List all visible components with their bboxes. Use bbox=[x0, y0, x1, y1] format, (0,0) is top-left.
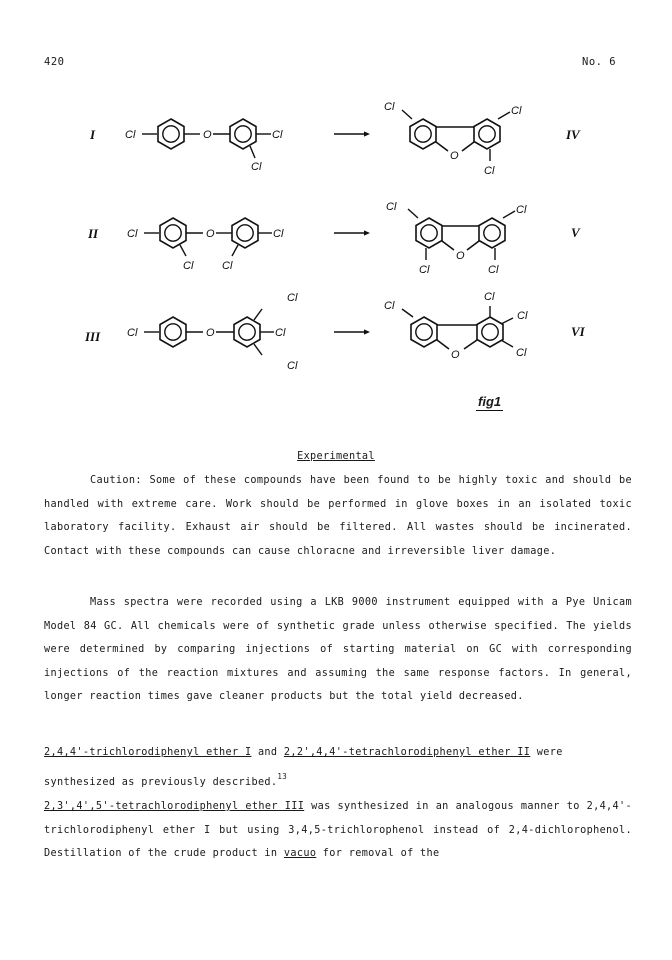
cl-atom: Cl bbox=[275, 327, 286, 339]
cl-atom: Cl bbox=[222, 260, 233, 272]
mass-spectra-paragraph: Mass spectra were recorded using a LKB 9000 instrument equipped with a Pye Unicam Model 84 GC. All chemicals were of synthetic grade unless otherwise specified. The yields were determined by comparing injections of starting material on GC with corresponding injections of the reaction mixtures and assuming the same response factors. In general, longer reaction times gave cleaner products but the total yield decreased. bbox=[44, 597, 632, 703]
scheme-row-2 bbox=[87, 201, 581, 276]
cl-atom: Cl bbox=[384, 101, 395, 113]
issue-number: No. 6 bbox=[582, 56, 617, 68]
compound-label-III: III bbox=[85, 329, 101, 344]
cl-atom: Cl bbox=[125, 129, 136, 141]
scheme-row-3 bbox=[84, 291, 586, 372]
synthesis-paragraph-2: 2,3',4',5'-tetrachlorodiphenyl ether III was synthesized in an analogous manner to 2,4,4'-trichlorodiphenyl ether I but using 3,4,5-trichlorophenol instead of 2,4-dichlorophenol. Destillation of the crude product in vacuo for removal of the bbox=[44, 801, 632, 860]
reaction-scheme bbox=[0, 0, 672, 420]
compound-label-V: V bbox=[571, 225, 580, 240]
o-atom: O bbox=[206, 228, 215, 240]
cl-atom: Cl bbox=[484, 291, 495, 303]
vacuo-term: vacuo bbox=[283, 848, 317, 860]
cl-atom: Cl bbox=[488, 264, 499, 276]
cl-atom: Cl bbox=[272, 129, 283, 141]
cl-atom: Cl bbox=[287, 360, 298, 372]
section-heading: Experimental bbox=[297, 451, 375, 462]
cl-atom: Cl bbox=[273, 228, 284, 240]
compound-label-II: II bbox=[88, 226, 99, 241]
cl-atom: Cl bbox=[386, 201, 397, 213]
o-atom: O bbox=[450, 150, 459, 162]
caution-paragraph: Caution: Some of these compounds have been found to be highly toxic and should be handled with extreme care. Work should be performed in glove boxes in an isolated toxic laboratory facility. Exhaust air should be filtered. All wastes should be incinerated. Contact with these compounds can cause chloracne and irreversible liver damage. bbox=[44, 475, 632, 557]
cl-atom: Cl bbox=[287, 292, 298, 304]
reference-13: 13 bbox=[277, 771, 288, 781]
compound-name: 2,4,4'-trichlorodiphenyl ether I bbox=[44, 747, 252, 758]
figure-caption: fig1 bbox=[478, 394, 502, 409]
cl-atom: Cl bbox=[384, 300, 395, 312]
o-atom: O bbox=[206, 327, 215, 339]
cl-atom: Cl bbox=[517, 310, 528, 322]
dibenzofuran-V bbox=[386, 201, 527, 276]
cl-atom: Cl bbox=[251, 161, 262, 173]
page-number: 420 bbox=[44, 56, 65, 68]
compound-name: 2,3',4',5'-tetrachlorodiphenyl ether III bbox=[44, 801, 305, 812]
o-atom: O bbox=[203, 129, 212, 141]
scheme-row-1 bbox=[89, 101, 581, 177]
compound-name: 2,2',4,4'-tetrachlorodiphenyl ether II bbox=[283, 747, 531, 758]
compound-label-VI: VI bbox=[571, 324, 585, 339]
compound-label-I: I bbox=[90, 127, 96, 142]
cl-atom: Cl bbox=[516, 347, 527, 359]
synthesis-paragraph-1: 2,4,4'-trichlorodiphenyl ether I and 2,2',4,4'-tetrachlorodiphenyl ether II were synthesized as previously described.$^{13}$ bbox=[44, 747, 563, 788]
cl-atom: Cl bbox=[127, 228, 138, 240]
dibenzofuran-IV bbox=[384, 101, 522, 177]
cl-atom: Cl bbox=[484, 165, 495, 177]
dibenzofuran-VI bbox=[384, 291, 528, 361]
o-atom: O bbox=[456, 250, 465, 262]
compound-label-IV: IV bbox=[566, 127, 580, 142]
cl-atom: Cl bbox=[511, 105, 522, 117]
cl-atom: Cl bbox=[516, 204, 527, 216]
cl-atom: Cl bbox=[419, 264, 430, 276]
cl-atom: Cl bbox=[127, 327, 138, 339]
o-atom: O bbox=[451, 349, 460, 361]
cl-atom: Cl bbox=[183, 260, 194, 272]
